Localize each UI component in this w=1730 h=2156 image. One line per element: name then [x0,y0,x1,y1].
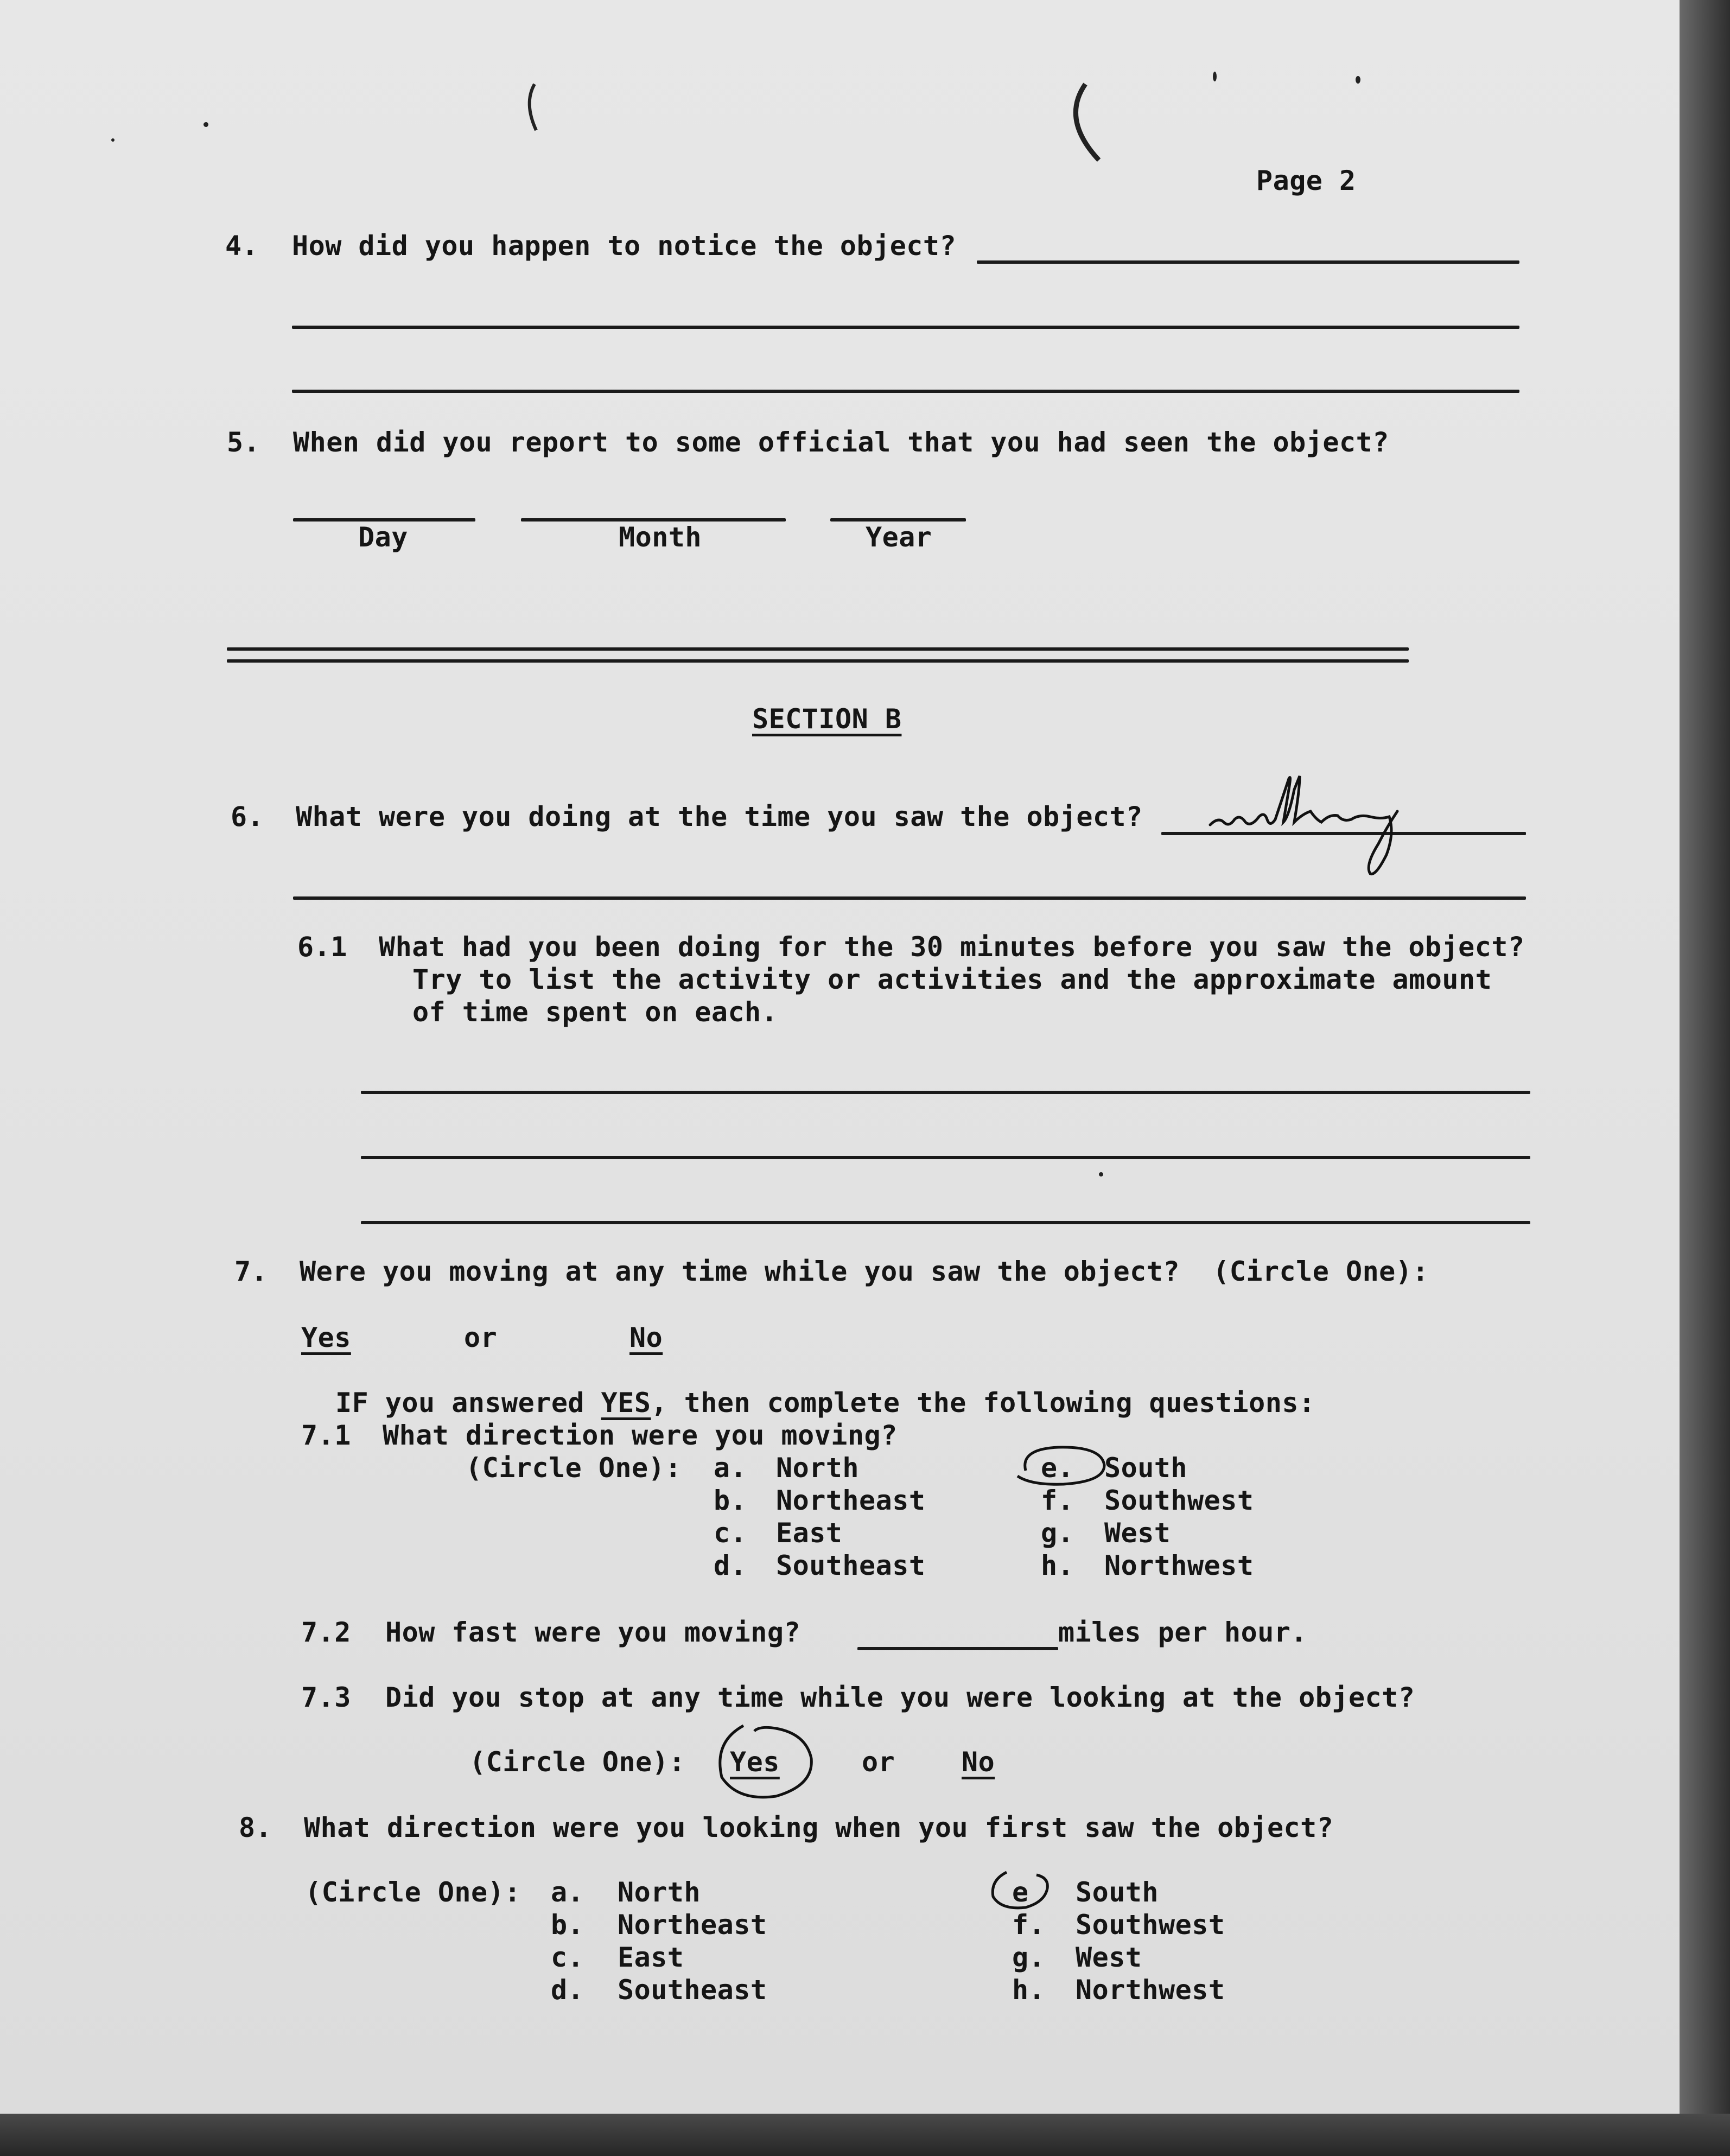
answer-line-q6[interactable] [293,896,1526,900]
q7-1-option-southeast[interactable]: Southeast [776,1550,926,1581]
speck [203,122,208,127]
q8-option-southwest[interactable]: Southwest [1076,1909,1225,1941]
handwritten-answer-walking [1207,768,1435,887]
q7-3-or: or [862,1746,895,1778]
q7-1-letter-d: d. [714,1550,747,1581]
question-6-number: 6. [231,801,264,832]
q8-option-southeast[interactable]: Southeast [618,1974,767,2006]
conditional-yes: YES [601,1387,651,1419]
q7-1-letter-b: b. [714,1485,747,1516]
q7-3-circle-one: (Circle One): [469,1746,685,1778]
q8-letter-d: d. [551,1974,584,2006]
scan-edge-right [1680,0,1730,2156]
month-label: Month [619,521,702,553]
question-6-1-line-2: Try to list the activity or activities and the approximate amount [412,964,1492,995]
section-title: SECTION B [752,703,902,735]
q7-3-circle-mark [711,1720,819,1807]
answer-line-q6-1[interactable] [361,1221,1530,1224]
q8-option-east[interactable]: East [618,1942,684,1973]
q7-1-option-east[interactable]: East [776,1517,843,1549]
q7-1-letter-e: e. [1041,1452,1074,1484]
question-7-2-number: 7.2 [301,1617,351,1648]
question-8-text: What direction were you looking when you first saw the object? [304,1812,1334,1843]
question-7-3-number: 7.3 [301,1682,351,1713]
q7-2-suffix: miles per hour. [1058,1617,1308,1648]
q8-letter-c: c. [551,1942,584,1973]
question-6-text: What were you doing at the time you saw the object? [296,801,1143,832]
q8-letter-e: e [1012,1877,1029,1908]
q8-letter-g: g. [1012,1942,1046,1973]
section-divider [227,647,1409,651]
question-5-number: 5. [227,427,260,458]
speck [1356,76,1360,84]
q7-1-option-north[interactable]: North [776,1452,860,1484]
answer-line-q6-1[interactable] [361,1091,1530,1094]
speed-field[interactable] [857,1647,1058,1650]
q7-1-option-west[interactable]: West [1104,1517,1171,1549]
speck [1099,1172,1103,1176]
speck [111,138,115,142]
q8-option-west[interactable]: West [1076,1942,1142,1973]
q7-1-option-southwest[interactable]: Southwest [1104,1485,1254,1516]
q7-or: or [464,1322,498,1353]
q8-option-northeast[interactable]: Northeast [618,1909,767,1941]
q7-1-letter-h: h. [1041,1550,1074,1581]
q7-1-option-south[interactable]: South [1104,1452,1188,1484]
question-6-1-line-1: What had you been doing for the 30 minutes before you saw the object? [379,931,1525,963]
q7-1-letter-f: f. [1041,1485,1074,1516]
question-7-3-text: Did you stop at any time while you were looking at the object? [385,1682,1415,1713]
q7-3-yes-option[interactable]: Yes [730,1746,780,1778]
question-4-number: 4. [225,230,259,262]
q8-letter-f: f. [1012,1909,1046,1941]
q8-letter-a: a. [551,1877,584,1908]
q8-option-northwest[interactable]: Northwest [1076,1974,1225,2006]
q8-option-north[interactable]: North [618,1877,701,1908]
question-7-number: 7. [234,1256,268,1287]
conditional-instruction: IF you answered YES, then complete the following questions: [335,1387,1315,1419]
day-label: Day [358,521,408,553]
answer-line-q4[interactable] [292,390,1519,393]
q7-1-circle-one: (Circle One): [466,1452,682,1484]
question-7-1-text: What direction were you moving? [383,1420,898,1451]
q7-1-option-northwest[interactable]: Northwest [1104,1550,1254,1581]
question-6-1-number: 6.1 [297,931,347,963]
question-7-1-number: 7.1 [301,1420,351,1451]
q7-1-letter-a: a. [714,1452,747,1484]
q8-letter-b: b. [551,1909,584,1941]
speck [1213,72,1217,81]
q7-1-letter-g: g. [1041,1517,1074,1549]
question-5-text: When did you report to some official that you had seen the object? [293,427,1389,458]
scan-edge-bottom [0,2114,1730,2156]
question-4-text: How did you happen to notice the object? [292,230,957,262]
punch-mark-left [521,81,543,136]
q7-1-circle-mark [1009,1441,1112,1495]
year-label: Year [866,521,932,553]
q8-circle-one: (Circle One): [305,1877,521,1908]
answer-line-q4[interactable] [977,260,1519,264]
q7-1-option-northeast[interactable]: Northeast [776,1485,926,1516]
question-8-number: 8. [239,1812,272,1843]
q7-1-letter-c: c. [714,1517,747,1549]
page-label: Page 2 [1256,165,1356,196]
question-7-text: Were you moving at any time while you saw the object? (Circle One): [300,1256,1429,1287]
answer-line-q4[interactable] [292,326,1519,329]
punch-mark-right [1061,81,1104,168]
section-divider [227,659,1409,663]
q8-circle-mark [985,1867,1061,1921]
question-7-2-text: How fast were you moving? [385,1617,801,1648]
answer-line-q6-1[interactable] [361,1156,1530,1159]
q7-3-no-option[interactable]: No [962,1746,995,1778]
question-6-1-line-3: of time spent on each. [412,996,778,1028]
q8-option-south[interactable]: South [1076,1877,1159,1908]
q7-yes-option[interactable]: Yes [301,1322,351,1353]
q8-letter-h: h. [1012,1974,1046,2006]
q7-no-option[interactable]: No [629,1322,663,1353]
